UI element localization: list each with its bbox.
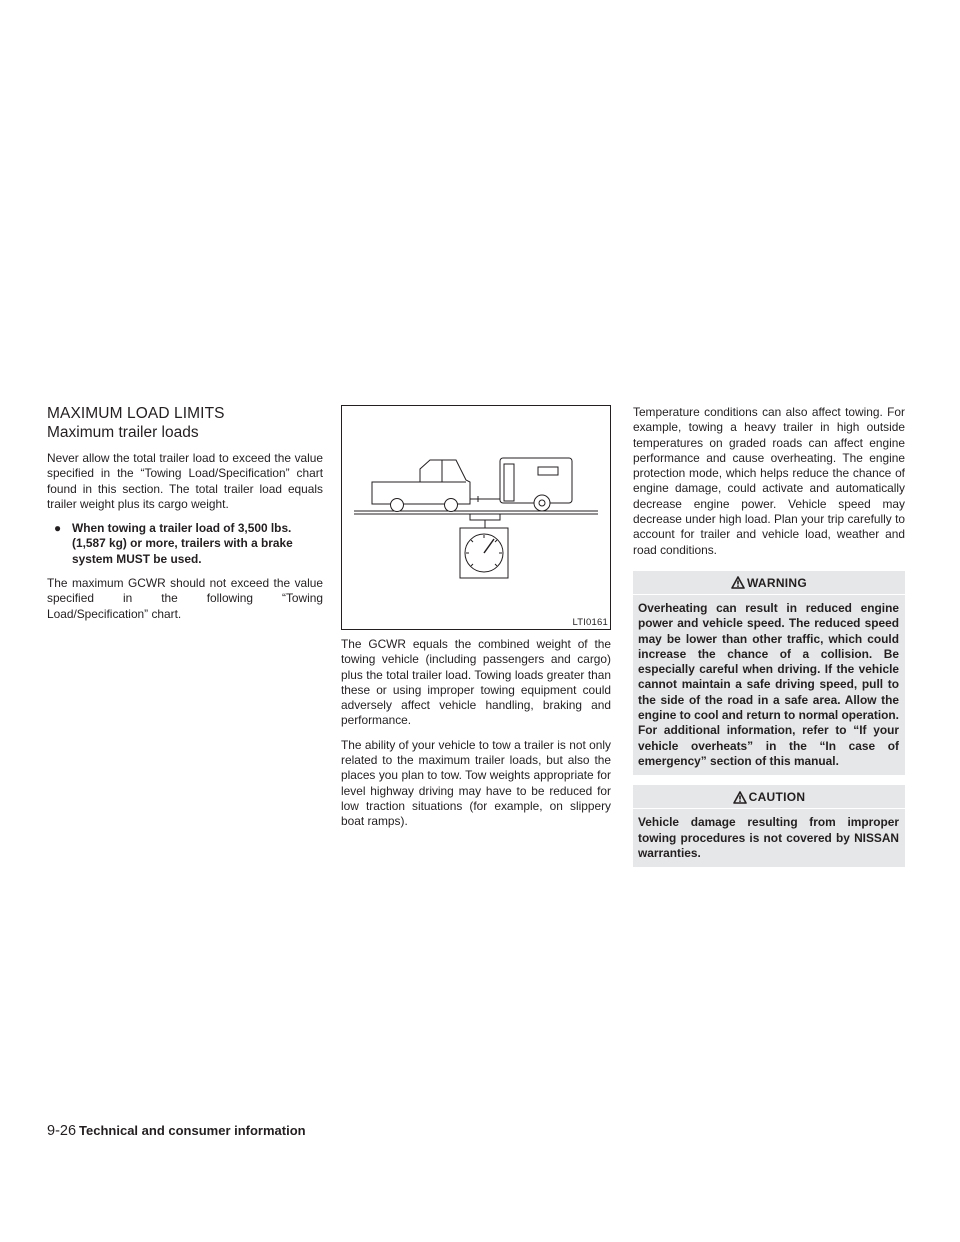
caution-triangle-icon (733, 791, 747, 804)
section-heading: MAXIMUM LOAD LIMITS (47, 405, 225, 422)
caution-text: Vehicle damage resulting from improper towing procedures is not covered by NISSAN warranties. (633, 808, 905, 867)
caution-header (633, 785, 905, 808)
warning-triangle-icon (731, 576, 745, 589)
figure-label: LTI0161 (572, 617, 608, 628)
column-2 (341, 405, 611, 839)
caution-title: CAUTION (748, 790, 806, 805)
bullet-brake-requirement (47, 521, 323, 567)
bullet-dot: ● (54, 521, 62, 536)
page-footer (47, 1123, 306, 1139)
warning-box (633, 571, 905, 775)
caution-box (633, 785, 905, 867)
warning-title: WARNING (746, 575, 808, 590)
truck-trailer-scale-drawing (342, 406, 610, 629)
section-title: Technical and consumer information (79, 1123, 306, 1138)
paragraph-tow-places: The ability of your vehicle to tow a trailer is not only related to the maximum trailer loads, but also the places you plan to tow. Tow weights appropriate for level highway driving may have to be reduced for low traction situations (for example, on slippery boat ramps). (341, 737, 611, 829)
subsection-heading: Maximum trailer loads (47, 424, 199, 441)
column-3 (633, 405, 905, 877)
towing-illustration (341, 405, 611, 630)
bullet-text: When towing a trailer load of 3,500 lbs. (1,587 kg) or more, trailers with a brake system MUST be used. (72, 521, 293, 566)
paragraph-trailer-load: Never allow the total trailer load to exceed the value specified in the “Towing Load/Specification” chart found in this section. The total trailer load equals trailer weight plus its cargo weight. (47, 451, 323, 511)
page-number: 9-26 (47, 1123, 77, 1139)
warning-header (633, 571, 905, 594)
warning-text: Overheating can result in reduced engine power and vehicle speed. The reduced speed may be lower than other traffic, which could increase the chance of a collision. Be especially careful when driving. If the vehicle cannot maintain a safe driving speed, pull to the side of the road in a safe area. Allow the engine to cool and return to normal operation. For additional information, refer to “If your vehicle overheats” in the “In case of emergency” section of this manual. (633, 594, 905, 775)
column-1 (47, 405, 323, 631)
paragraph-temperature: Temperature conditions can also affect towing. For example, towing a heavy trailer in high outside temperatures on graded roads can affect engine performance and cause overheating. The engine protection mode, which helps reduce the chance of engine damage, could activate and automatically decrease engine power. Vehicle speed may decrease under high load. Plan your trip carefully to account for trailer and vehicle load, weather and road conditions. (633, 405, 905, 557)
paragraph-gcwr-limit: The maximum GCWR should not exceed the value specified in the following “Towing Load/Specification” chart. (47, 576, 323, 621)
paragraph-gcwr-definition: The GCWR equals the combined weight of the towing vehicle (including passengers and cargo) plus the total trailer load. Towing loads greater than these or using improper towing equipment could adversely affect vehicle handling, braking and performance. (341, 637, 611, 728)
